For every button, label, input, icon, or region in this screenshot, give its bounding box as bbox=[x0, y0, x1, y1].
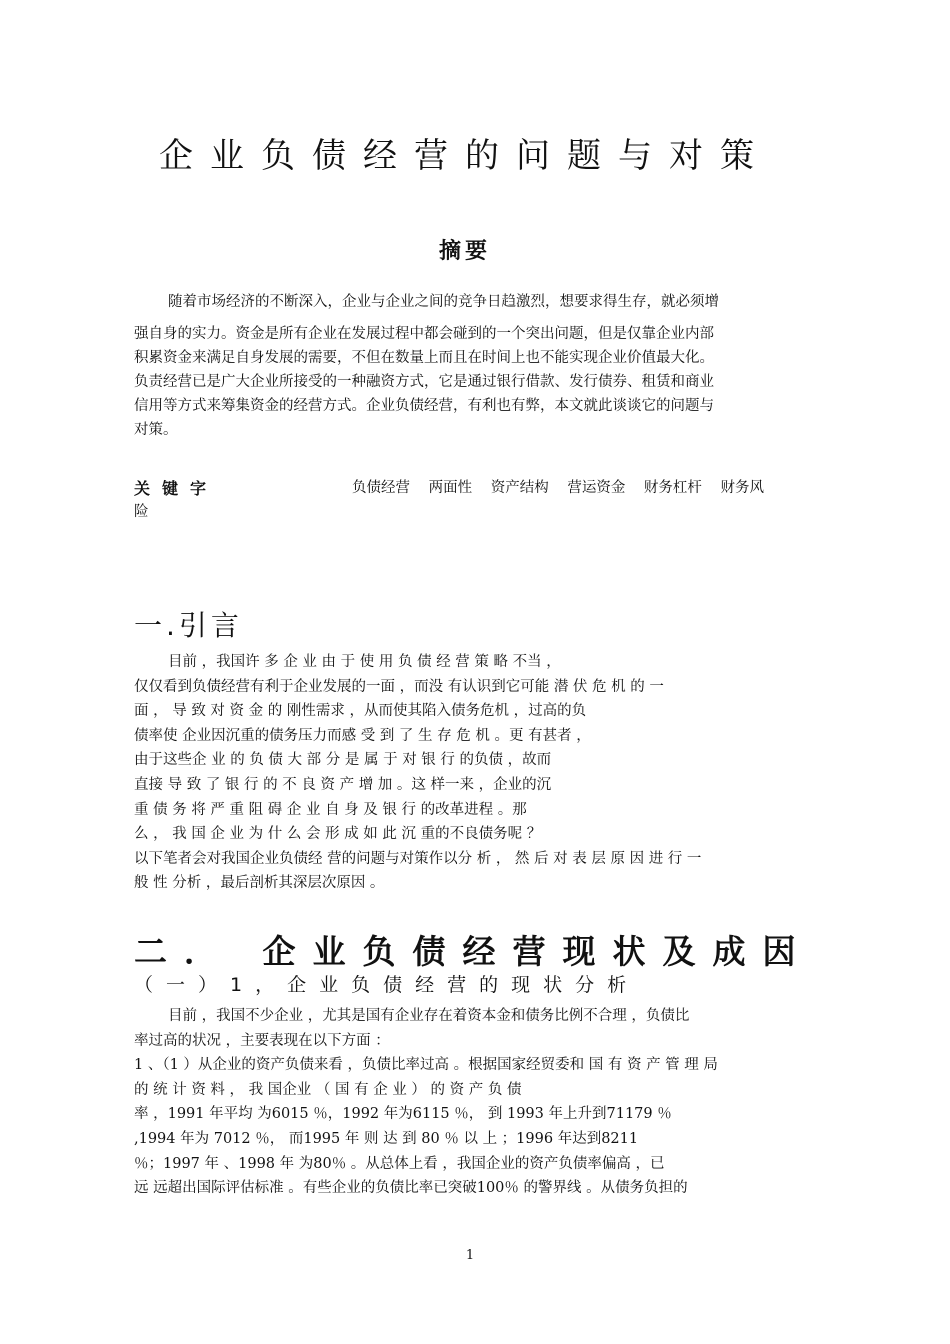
abstract-line: 随着市场经济的不断深入，企业与企业之间的竞争日趋激烈，想要求得生存，就必须增 bbox=[168, 294, 719, 310]
page-number: 1 bbox=[465, 1248, 475, 1263]
subsection-heading-status-analysis: （一）1，企业负债经营的现状分析 bbox=[134, 974, 640, 996]
keywords-list-continuation: 险 bbox=[134, 504, 149, 520]
abstract-line: 信用等方式来筹集资金的经营方式。企业负债经营，有利也有弊，本文就此谈谈它的问题与 bbox=[134, 398, 714, 414]
keywords-label: 关键字 bbox=[134, 479, 219, 498]
status-line: 率 ，1991 年平均 为6015 ％，1992 年为6115 ％， 到 1993 年上升到71179 ％ bbox=[134, 1106, 672, 1123]
intro-line: 面 ， 导 致 对 资 金 的 刚性需求 ，从而使其陷入债务危机 ，过高的负 bbox=[134, 703, 587, 720]
status-line: 远 远超出国际评估标准 。有些企业的负债比率已突破100％ 的警界线 。从债务负担的 bbox=[134, 1180, 688, 1197]
status-analysis-body bbox=[134, 1004, 718, 1201]
intro-line: 以下笔者会对我国企业负债经 营的问题与对策作以分 析 ， 然 后 对 表 层 原 因 进 行 一 bbox=[134, 850, 702, 867]
keywords-list: 负债经营 两面性 资产结构 营运资金 财务杠杆 财务风 bbox=[352, 480, 765, 496]
status-line: 率过高的状况 ，主要表现在以下方面 ： bbox=[134, 1032, 390, 1049]
abstract-line: 强自身的实力。资金是所有企业在发展过程中都会碰到的一个突出问题，但是仅靠企业内部 bbox=[134, 326, 714, 342]
section-heading-introduction: 一.引言 bbox=[134, 609, 243, 642]
status-line: ％；1997 年 、1998 年 为80％ 。从总体上看 ，我国企业的资产负债率偏高 ，已 bbox=[134, 1155, 665, 1172]
intro-line: 由于这些企 业 的 负 债 大 部 分 是 属 于 对 银 行 的负债 ，故而 bbox=[134, 752, 552, 769]
intro-line: 直接 导 致 了 银 行 的 不 良 资 产 增 加 。这 样一来 ，企业的沉 bbox=[134, 776, 552, 793]
intro-line: 债率使 企业因沉重的债务压力而感 受 到 了 生 存 危 机 。更 有甚者 ， bbox=[134, 727, 591, 744]
section-heading-status: 二． 企业负债经营现状及成因 bbox=[134, 932, 813, 971]
status-line: 目前 ，我国不少企业 ，尤其是国有企业存在着资本金和债务比例不合理 ，负债比 bbox=[168, 1008, 690, 1024]
intro-line: 目前 ，我国许 多 企 业 由 于 使 用 负 债 经 营 策 略 不当 ， bbox=[168, 654, 561, 670]
status-line: ,1994 年为 7012 ％， 而1995 年 则 达 到 80 ％ 以 上 ；1996 年达到8211 bbox=[134, 1130, 639, 1147]
status-line: 1 、（1 ）从企业的资产负债来看 ，负债比率过高 。根据国家经贸委和 国 有 资 产 管 理 局 bbox=[134, 1057, 718, 1074]
abstract-heading: 摘要 bbox=[438, 239, 491, 264]
intro-line: 般 性 分析 ，最后剖析其深层次原因 。 bbox=[134, 875, 385, 892]
abstract-line: 对策。 bbox=[134, 422, 178, 438]
document-title: 企业负债经营的问题与对策 bbox=[159, 136, 771, 176]
status-line: 的 统 计 资 料 ， 我 国企业 （ 国 有 企 业 ） 的 资 产 负 债 bbox=[134, 1081, 522, 1098]
introduction-body bbox=[134, 650, 701, 896]
abstract-line: 积累资金来满足自身发展的需要，不但在数量上而且在时间上也不能实现企业价值最大化。 bbox=[134, 350, 714, 366]
intro-line: 么 ， 我 国 企 业 为 什 么 会 形 成 如 此 沉 重的不良债务呢 ？ bbox=[134, 826, 542, 843]
abstract-line: 负责经营已是广大企业所接受的一种融资方式，它是通过银行借款、发行债券、租赁和商业 bbox=[134, 374, 714, 390]
abstract-body bbox=[134, 290, 804, 442]
intro-line: 重 债 务 将 严 重 阻 碍 企 业 自 身 及 银 行 的改革进程 。那 bbox=[134, 801, 527, 818]
intro-line: 仅仅看到负债经营有利于企业发展的一面 ，而没 有认识到它可能 潜 伏 危 机 的 一 bbox=[134, 678, 664, 695]
